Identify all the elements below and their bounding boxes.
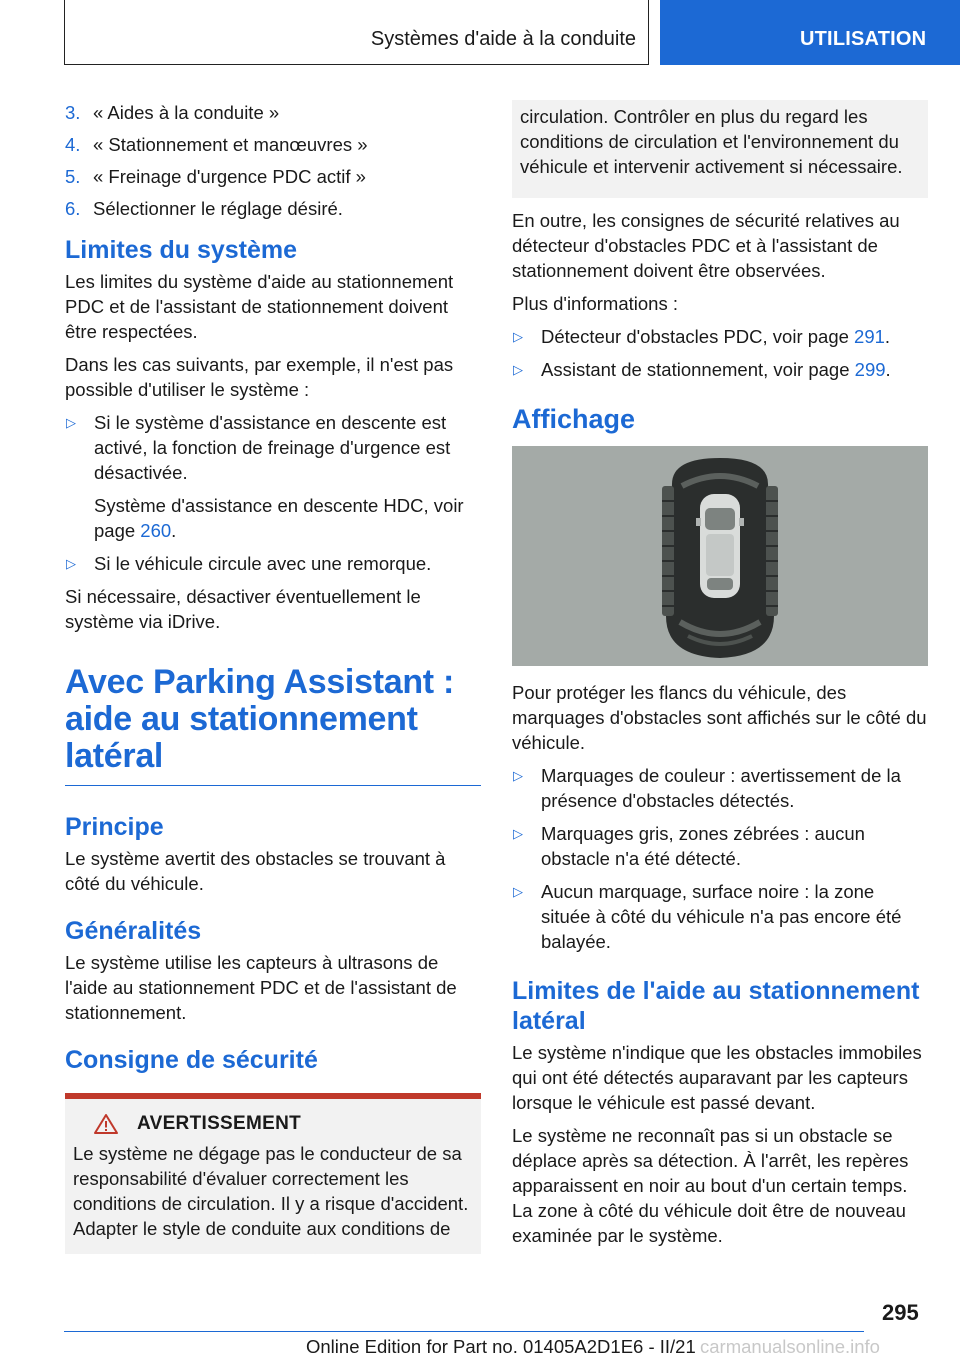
general-paragraph: Le système utilise les capteurs à ultrasons de l'aide au stationnement PDC et de l'assistant de stationnement. xyxy=(65,952,457,1023)
list-item: 3. « Aides à la conduite » xyxy=(65,102,280,123)
steps-list xyxy=(65,100,481,221)
lateral-limits-heading: Limites de l'aide au stationnement latéral xyxy=(512,977,920,1035)
list-item: ▷ Si le véhicule circule avec une remorque. xyxy=(66,553,432,574)
edition-text: Online Edition for Part no. 01405A2D1E6 - II/21 xyxy=(306,1336,696,1357)
list-item: ▷ Détecteur d'obstacles PDC, voir page 291. xyxy=(513,326,891,347)
lateral-limits-paragraph-2: Le système ne reconnaît pas si un obstacle se déplace après sa détection. À l'arrêt, les repères apparaissent en noir au bout d'un certain temps. La zone à côté du véhicule doit être de nouveau examinée par le système. xyxy=(512,1125,909,1246)
general-heading: Généralités xyxy=(65,917,202,945)
bullet-triangle-icon: ▷ xyxy=(66,415,76,430)
bullet-triangle-icon: ▷ xyxy=(513,884,523,899)
limits-paragraph-3: Si nécessaire, désactiver éventuellement le système via iDrive. xyxy=(65,586,421,632)
header-box xyxy=(64,0,649,65)
page-link-291[interactable]: 291 xyxy=(854,326,885,347)
limits-bullets xyxy=(65,410,481,576)
warning-triangle-icon xyxy=(93,1113,119,1135)
more-info-label: Plus d'informations : xyxy=(512,293,678,314)
page-link-299[interactable]: 299 xyxy=(854,359,886,380)
right-column xyxy=(512,100,928,1256)
list-item: ▷ Assistant de stationnement, voir page 299. xyxy=(513,359,891,380)
bullet-triangle-icon: ▷ xyxy=(513,329,523,344)
lateral-limits-paragraph-1: Le système n'indique que les obstacles immobiles qui ont été détectés auparavant par les capteurs lorsque le véhicule est passé devant. xyxy=(512,1042,922,1113)
list-item: ▷ Marquages de couleur : avertissement de la présence d'obstacles détectés. xyxy=(513,765,901,811)
list-item: 4. « Stationnement et manœuvres » xyxy=(65,134,368,155)
list-item: ▷ Aucun marquage, surface noire : la zone située à côté du véhicule n'a pas encore été balayée. xyxy=(513,881,902,952)
bullet-triangle-icon: ▷ xyxy=(66,556,76,571)
page-number: 295 xyxy=(882,1300,919,1325)
hdc-reference: Système d'assistance en descente HDC, voir page 260. xyxy=(94,495,464,541)
main-heading: Avec Parking Assistant : aide au stationnement latéral xyxy=(65,664,481,786)
section-title: Systèmes d'aide à la conduite xyxy=(370,28,636,50)
more-info-bullets xyxy=(512,324,928,382)
safety-paragraph: En outre, les consignes de sécurité relatives au détecteur d'obstacles PDC et à l'assistant de stationnement doivent être observées. xyxy=(512,210,900,281)
chapter-tab-label: UTILISATION xyxy=(800,28,927,50)
list-item: ▷ Marquages gris, zones zébrées : aucun obstacle n'a été détecté. xyxy=(513,823,865,869)
page-link-260[interactable]: 260 xyxy=(140,520,172,541)
bullet-triangle-icon: ▷ xyxy=(513,768,523,783)
list-item: ▷ Si le système d'assistance en descente est activé, la fonction de freinage d'urgence est désactivée. Système d'assistance en descente HDC, voir page 260. xyxy=(65,410,481,543)
warning-box xyxy=(65,1099,481,1254)
warning-title: AVERTISSEMENT xyxy=(93,1113,473,1135)
safety-heading: Consigne de sécurité xyxy=(65,1046,318,1074)
limits-paragraph-2: Dans les cas suivants, par exemple, il n'est pas possible d'utiliser le système : xyxy=(65,354,454,400)
limits-paragraph-1: Les limites du système d'aide au stationnement PDC et de l'assistant de stationnement doivent être respectées. xyxy=(65,271,454,342)
warning-continuation-box xyxy=(512,100,928,198)
limits-heading: Limites du système xyxy=(65,236,298,264)
side-view-display-image xyxy=(512,446,928,666)
display-bullets xyxy=(512,763,928,954)
watermark: carmanualsonline.info xyxy=(700,1336,880,1357)
list-item: 6. Sélectionner le réglage désiré. xyxy=(65,198,343,219)
bullet-triangle-icon: ▷ xyxy=(513,362,523,377)
chapter-tab[interactable] xyxy=(660,0,960,65)
warning-text: Le système ne dégage pas le conducteur de sa responsabilité d'évaluer correctement les conditions de circulation. Il y a risque d'accident. Adapter le style de conduite aux conditions de xyxy=(73,1143,469,1239)
principle-paragraph: Le système avertit des obstacles se trouvant à côté du véhicule. xyxy=(65,848,446,894)
display-heading: Affichage xyxy=(512,404,636,434)
footer-divider xyxy=(64,1331,864,1332)
list-item: 5. « Freinage d'urgence PDC actif » xyxy=(65,166,366,187)
display-paragraph: Pour protéger les flancs du véhicule, des marquages d'obstacles sont affichés sur le côté du véhicule. xyxy=(512,682,927,753)
bullet-triangle-icon: ▷ xyxy=(513,826,523,841)
principle-heading: Principe xyxy=(65,813,164,841)
warning-continuation-text: circulation. Contrôler en plus du regard les conditions de circulation et l'environnement du véhicule et intervenir activement si nécessaire. xyxy=(520,106,903,177)
parking-display-illustration xyxy=(512,446,928,666)
left-column xyxy=(65,100,481,1254)
